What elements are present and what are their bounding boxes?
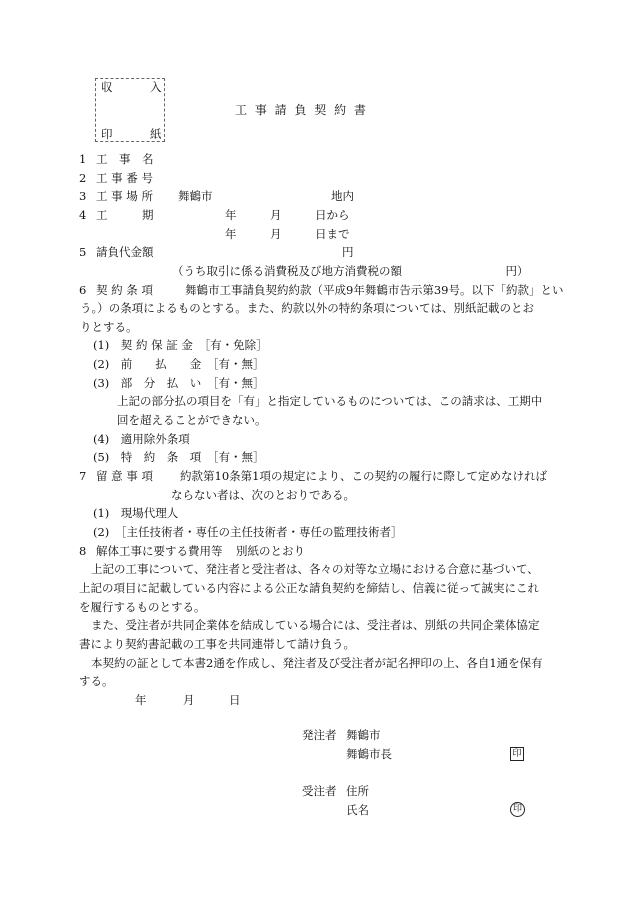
period-end-day: 日まで bbox=[315, 227, 350, 241]
construction-number-label: 工 事 番 号 bbox=[96, 171, 153, 185]
demolition-cost-value: 別紙のとおり bbox=[236, 544, 305, 558]
construction-name-label: 工 事 名 bbox=[96, 152, 154, 166]
date-month: 月 bbox=[183, 693, 195, 707]
contractor-seal-icon: 印 bbox=[510, 802, 525, 817]
item-number: 2 bbox=[79, 171, 87, 185]
notes-text: 約款第10条第1項の規定により、この契約の履行に際して定めなければ bbox=[180, 469, 547, 483]
sub-item-guarantee: (1) 契 約 保 証 金 ［有・免除］ bbox=[93, 338, 268, 352]
period-start-month: 月 bbox=[270, 208, 282, 222]
date-year: 年 bbox=[135, 693, 147, 707]
orderer-seal-icon: 印 bbox=[510, 747, 524, 761]
sub-item-engineers: (2) ［主任技術者・専任の主任技術者・専任の監理技術者］ bbox=[93, 525, 403, 539]
body-paragraph: 上記の工事について、発注者と受注者は、各々の対等な立場における合意に基づいて、 bbox=[91, 562, 539, 576]
date-day: 日 bbox=[229, 693, 241, 707]
period-end-year: 年 bbox=[225, 227, 237, 241]
contract-terms-text: りとする。 bbox=[80, 320, 138, 334]
contractor-name: 氏名 bbox=[346, 803, 369, 817]
orderer-label: 発注者 bbox=[302, 728, 337, 742]
contract-terms-text: 舞鶴市工事請負契約約款（平成9年舞鶴市告示第39号。以下「約款」とい bbox=[185, 283, 564, 297]
contract-amount-label: 請負代金額 bbox=[96, 245, 154, 259]
body-paragraph: 書により契約書記載の工事を共同連帯して請け負う。 bbox=[79, 637, 355, 651]
sub-item-exclusion: (4) 適用除外条項 bbox=[93, 432, 190, 446]
period-start-year: 年 bbox=[225, 208, 237, 222]
stamp-char: 紙 bbox=[150, 127, 162, 141]
item-number: 3 bbox=[79, 189, 87, 203]
construction-site-label: 工 事 場 所 bbox=[96, 189, 153, 203]
body-paragraph: を履行するものとする。 bbox=[79, 600, 206, 614]
sub-item-special-terms: (5) 特 約 条 項 ［有・無］ bbox=[93, 450, 265, 464]
contract-terms-label: 契 約 条 項 bbox=[96, 283, 153, 297]
period-start-day: 日から bbox=[315, 208, 350, 222]
orderer-city: 舞鶴市 bbox=[346, 728, 381, 742]
sub-item-partial-payment: (3) 部 分 払 い ［有・無］ bbox=[93, 376, 265, 390]
body-paragraph: 上記の項目に記載している内容による公正な請負契約を締結し、信義に従って誠実にこれ bbox=[79, 581, 539, 595]
item-number: 5 bbox=[79, 245, 87, 259]
orderer-title: 舞鶴市長 bbox=[346, 747, 392, 761]
construction-period-label: 工 期 bbox=[96, 208, 154, 222]
tax-amount-line: （うち取引に係る消費税及び地方消費税の額 円） bbox=[172, 264, 529, 278]
demolition-cost-label: 解体工事に要する費用等 bbox=[96, 544, 223, 558]
contractor-label: 受注者 bbox=[302, 784, 337, 798]
contract-terms-text: う。）の条項によるものとする。また、約款以外の特約条項については、別紙記載のとお bbox=[80, 301, 535, 315]
contractor-address: 住所 bbox=[346, 784, 369, 798]
item-number: 1 bbox=[79, 152, 87, 166]
partial-payment-note: 上記の部分払の項目を「有」と指定しているものについては、この請求は、工期中 bbox=[117, 394, 543, 408]
item-number: 4 bbox=[79, 208, 87, 222]
notes-text: ならない者は、次のとおりである。 bbox=[171, 488, 355, 502]
body-paragraph: 本契約の証として本書2通を作成し、発注者及び受注者が記名押印の上、各自1通を保有 bbox=[91, 656, 543, 670]
item-number: 7 bbox=[79, 469, 87, 483]
item-number: 8 bbox=[79, 544, 87, 558]
site-city: 舞鶴市 bbox=[178, 189, 213, 203]
period-end-month: 月 bbox=[270, 227, 282, 241]
stamp-char: 入 bbox=[150, 80, 162, 94]
body-paragraph: する。 bbox=[79, 674, 114, 688]
item-number: 6 bbox=[79, 283, 87, 297]
sub-item-site-agent: (1) 現場代理人 bbox=[93, 506, 179, 520]
stamp-char: 収 bbox=[101, 80, 113, 94]
contract-amount-yen: 円 bbox=[342, 245, 354, 259]
sub-item-advance: (2) 前 払 金 ［有・無］ bbox=[93, 357, 265, 371]
site-suffix: 地内 bbox=[331, 189, 354, 203]
stamp-char: 印 bbox=[101, 127, 113, 141]
document-title: 工 事 請 負 契 約 書 bbox=[235, 103, 368, 117]
partial-payment-note: 回を超えることができない。 bbox=[117, 413, 267, 427]
body-paragraph: また、受注者が共同企業体を結成している場合には、受注者は、別紙の共同企業体協定 bbox=[91, 618, 540, 632]
notes-label: 留 意 事 項 bbox=[96, 469, 153, 483]
